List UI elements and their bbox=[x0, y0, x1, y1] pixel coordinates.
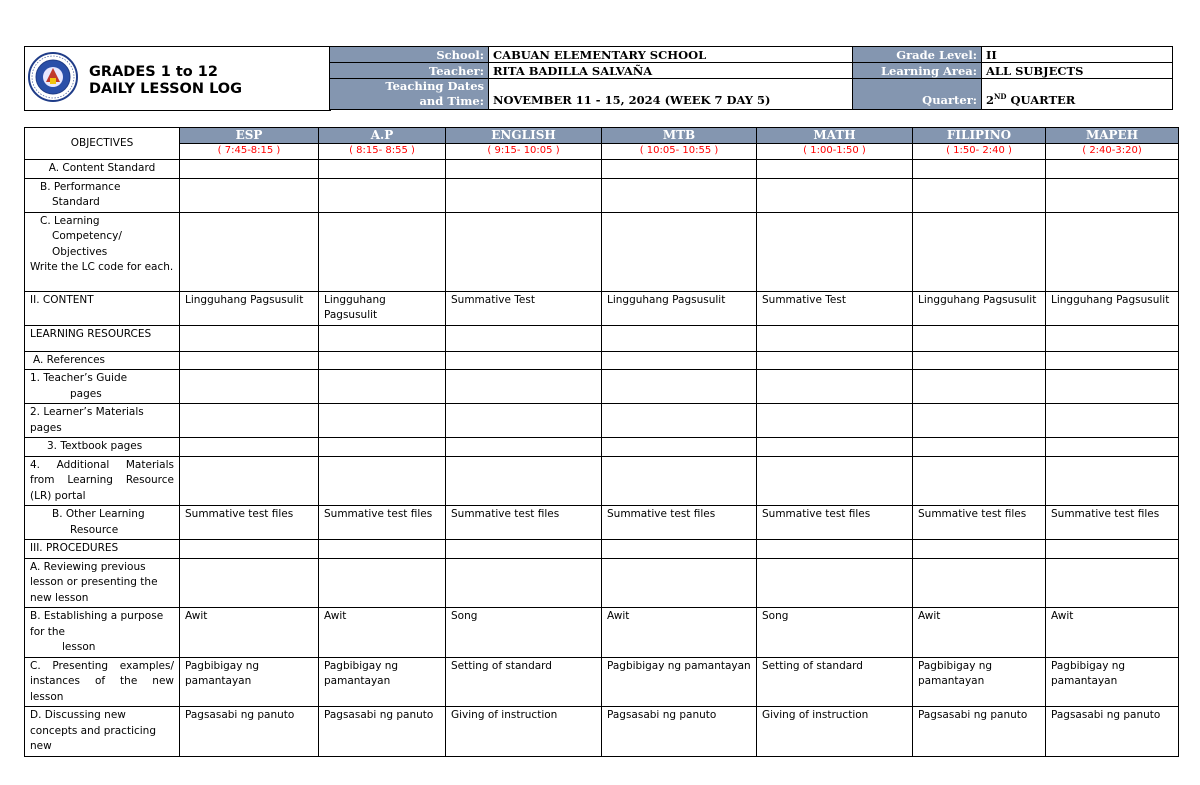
area-label: Learning Area: bbox=[853, 63, 982, 79]
other-ap: Summative test files bbox=[319, 506, 446, 540]
content-filipino: Lingguhang Pagsusulit bbox=[913, 291, 1046, 325]
presenting-english: Setting of standard bbox=[446, 657, 602, 707]
establishing-mtb: Awit bbox=[602, 608, 757, 658]
row-teachers-guide: 1. Teacher’s Guide pages bbox=[25, 370, 180, 404]
teacher-value: RITA BADILLA SALVAÑA bbox=[489, 63, 853, 79]
subject-ap: A.P bbox=[319, 128, 446, 144]
content-math: Summative Test bbox=[757, 291, 913, 325]
row-content-standard: A. Content Standard bbox=[25, 160, 180, 179]
other-english: Summative test files bbox=[446, 506, 602, 540]
quarter-label: Quarter: bbox=[853, 79, 982, 110]
presenting-filipino: Pagbibigay ng pamantayan bbox=[913, 657, 1046, 707]
teacher-label: Teacher: bbox=[330, 63, 489, 79]
lesson-log-table bbox=[24, 127, 1179, 757]
row-references: A. References bbox=[25, 351, 180, 370]
deped-seal-icon bbox=[28, 52, 78, 102]
presenting-esp: Pagbibigay ng pamantayan bbox=[180, 657, 319, 707]
establishing-esp: Awit bbox=[180, 608, 319, 658]
row-textbook-pages: 3. Textbook pages bbox=[25, 438, 180, 457]
school-label: School: bbox=[330, 47, 489, 63]
row-reviewing: A. Reviewing previous lesson or presenting the new lesson bbox=[25, 558, 180, 608]
time-mtb: ( 10:05- 10:55 ) bbox=[602, 144, 757, 160]
discussing-esp: Pagsasabi ng panuto bbox=[180, 707, 319, 757]
establishing-english: Song bbox=[446, 608, 602, 658]
school-value: CABUAN ELEMENTARY SCHOOL bbox=[489, 47, 853, 63]
row-other-resource: B. Other Learning Resource bbox=[25, 506, 180, 540]
time-ap: ( 8:15- 8:55 ) bbox=[319, 144, 446, 160]
row-content: II. CONTENT bbox=[25, 291, 180, 325]
subject-english: ENGLISH bbox=[446, 128, 602, 144]
time-math: ( 1:00-1:50 ) bbox=[757, 144, 913, 160]
discussing-ap: Pagsasabi ng panuto bbox=[319, 707, 446, 757]
discussing-english: Giving of instruction bbox=[446, 707, 602, 757]
presenting-mtb: Pagbibigay ng pamantayan bbox=[602, 657, 757, 707]
other-filipino: Summative test files bbox=[913, 506, 1046, 540]
other-mtb: Summative test files bbox=[602, 506, 757, 540]
area-value: ALL SUBJECTS bbox=[982, 63, 1173, 79]
subject-mtb: MTB bbox=[602, 128, 757, 144]
content-english: Summative Test bbox=[446, 291, 602, 325]
presenting-math: Setting of standard bbox=[757, 657, 913, 707]
time-filipino: ( 1:50- 2:40 ) bbox=[913, 144, 1046, 160]
discussing-filipino: Pagsasabi ng panuto bbox=[913, 707, 1046, 757]
other-esp: Summative test files bbox=[180, 506, 319, 540]
row-learners-materials: 2. Learner’s Materials pages bbox=[25, 404, 180, 438]
other-mapeh: Summative test files bbox=[1046, 506, 1179, 540]
discussing-mtb: Pagsasabi ng panuto bbox=[602, 707, 757, 757]
content-mapeh: Lingguhang Pagsusulit bbox=[1046, 291, 1179, 325]
row-presenting: C. Presenting examples/ instances of the new lesson bbox=[25, 657, 180, 707]
presenting-ap: Pagbibigay ng pamantayan bbox=[319, 657, 446, 707]
content-esp: Lingguhang Pagsusulit bbox=[180, 291, 319, 325]
time-english: ( 9:15- 10:05 ) bbox=[446, 144, 602, 160]
row-discussing: D. Discussing new concepts and practicing new bbox=[25, 707, 180, 757]
establishing-ap: Awit bbox=[319, 608, 446, 658]
dates-value: NOVEMBER 11 - 15, 2024 (WEEK 7 DAY 5) bbox=[489, 79, 853, 110]
row-learning-resources: LEARNING RESOURCES bbox=[25, 325, 180, 351]
subject-esp: ESP bbox=[180, 128, 319, 144]
presenting-mapeh: Pagbibigay ng pamantayan bbox=[1046, 657, 1179, 707]
discussing-math: Giving of instruction bbox=[757, 707, 913, 757]
content-ap: Lingguhang Pagsusulit bbox=[319, 291, 446, 325]
grade-label: Grade Level: bbox=[853, 47, 982, 63]
dates-label: Teaching Dates and Time: bbox=[330, 79, 489, 110]
quarter-value: 2ND QUARTER bbox=[982, 79, 1173, 110]
row-establishing: B. Establishing a purpose for the lesson bbox=[25, 608, 180, 658]
row-performance-standard: B. Performance Standard bbox=[25, 178, 180, 212]
log-title: GRADES 1 to 12 DAILY LESSON LOG bbox=[89, 64, 243, 97]
content-mtb: Lingguhang Pagsusulit bbox=[602, 291, 757, 325]
other-math: Summative test files bbox=[757, 506, 913, 540]
school-info-table bbox=[329, 46, 1173, 110]
time-esp: ( 7:45-8:15 ) bbox=[180, 144, 319, 160]
subject-math: MATH bbox=[757, 128, 913, 144]
header bbox=[24, 46, 1178, 111]
row-procedures: III. PROCEDURES bbox=[25, 540, 180, 559]
subject-filipino: FILIPINO bbox=[913, 128, 1046, 144]
establishing-filipino: Awit bbox=[913, 608, 1046, 658]
logo-box bbox=[24, 46, 331, 111]
objectives-header: OBJECTIVES bbox=[25, 128, 180, 160]
discussing-mapeh: Pagsasabi ng panuto bbox=[1046, 707, 1179, 757]
time-mapeh: ( 2:40-3:20) bbox=[1046, 144, 1179, 160]
row-additional-materials: 4. Additional Materials from Learning Resource (LR) portal bbox=[25, 456, 180, 506]
grade-value: II bbox=[982, 47, 1173, 63]
establishing-mapeh: Awit bbox=[1046, 608, 1179, 658]
establishing-math: Song bbox=[757, 608, 913, 658]
subject-mapeh: MAPEH bbox=[1046, 128, 1179, 144]
row-learning-competency: C. Learning Competency/ Objectives Write the LC code for each. bbox=[25, 212, 180, 291]
